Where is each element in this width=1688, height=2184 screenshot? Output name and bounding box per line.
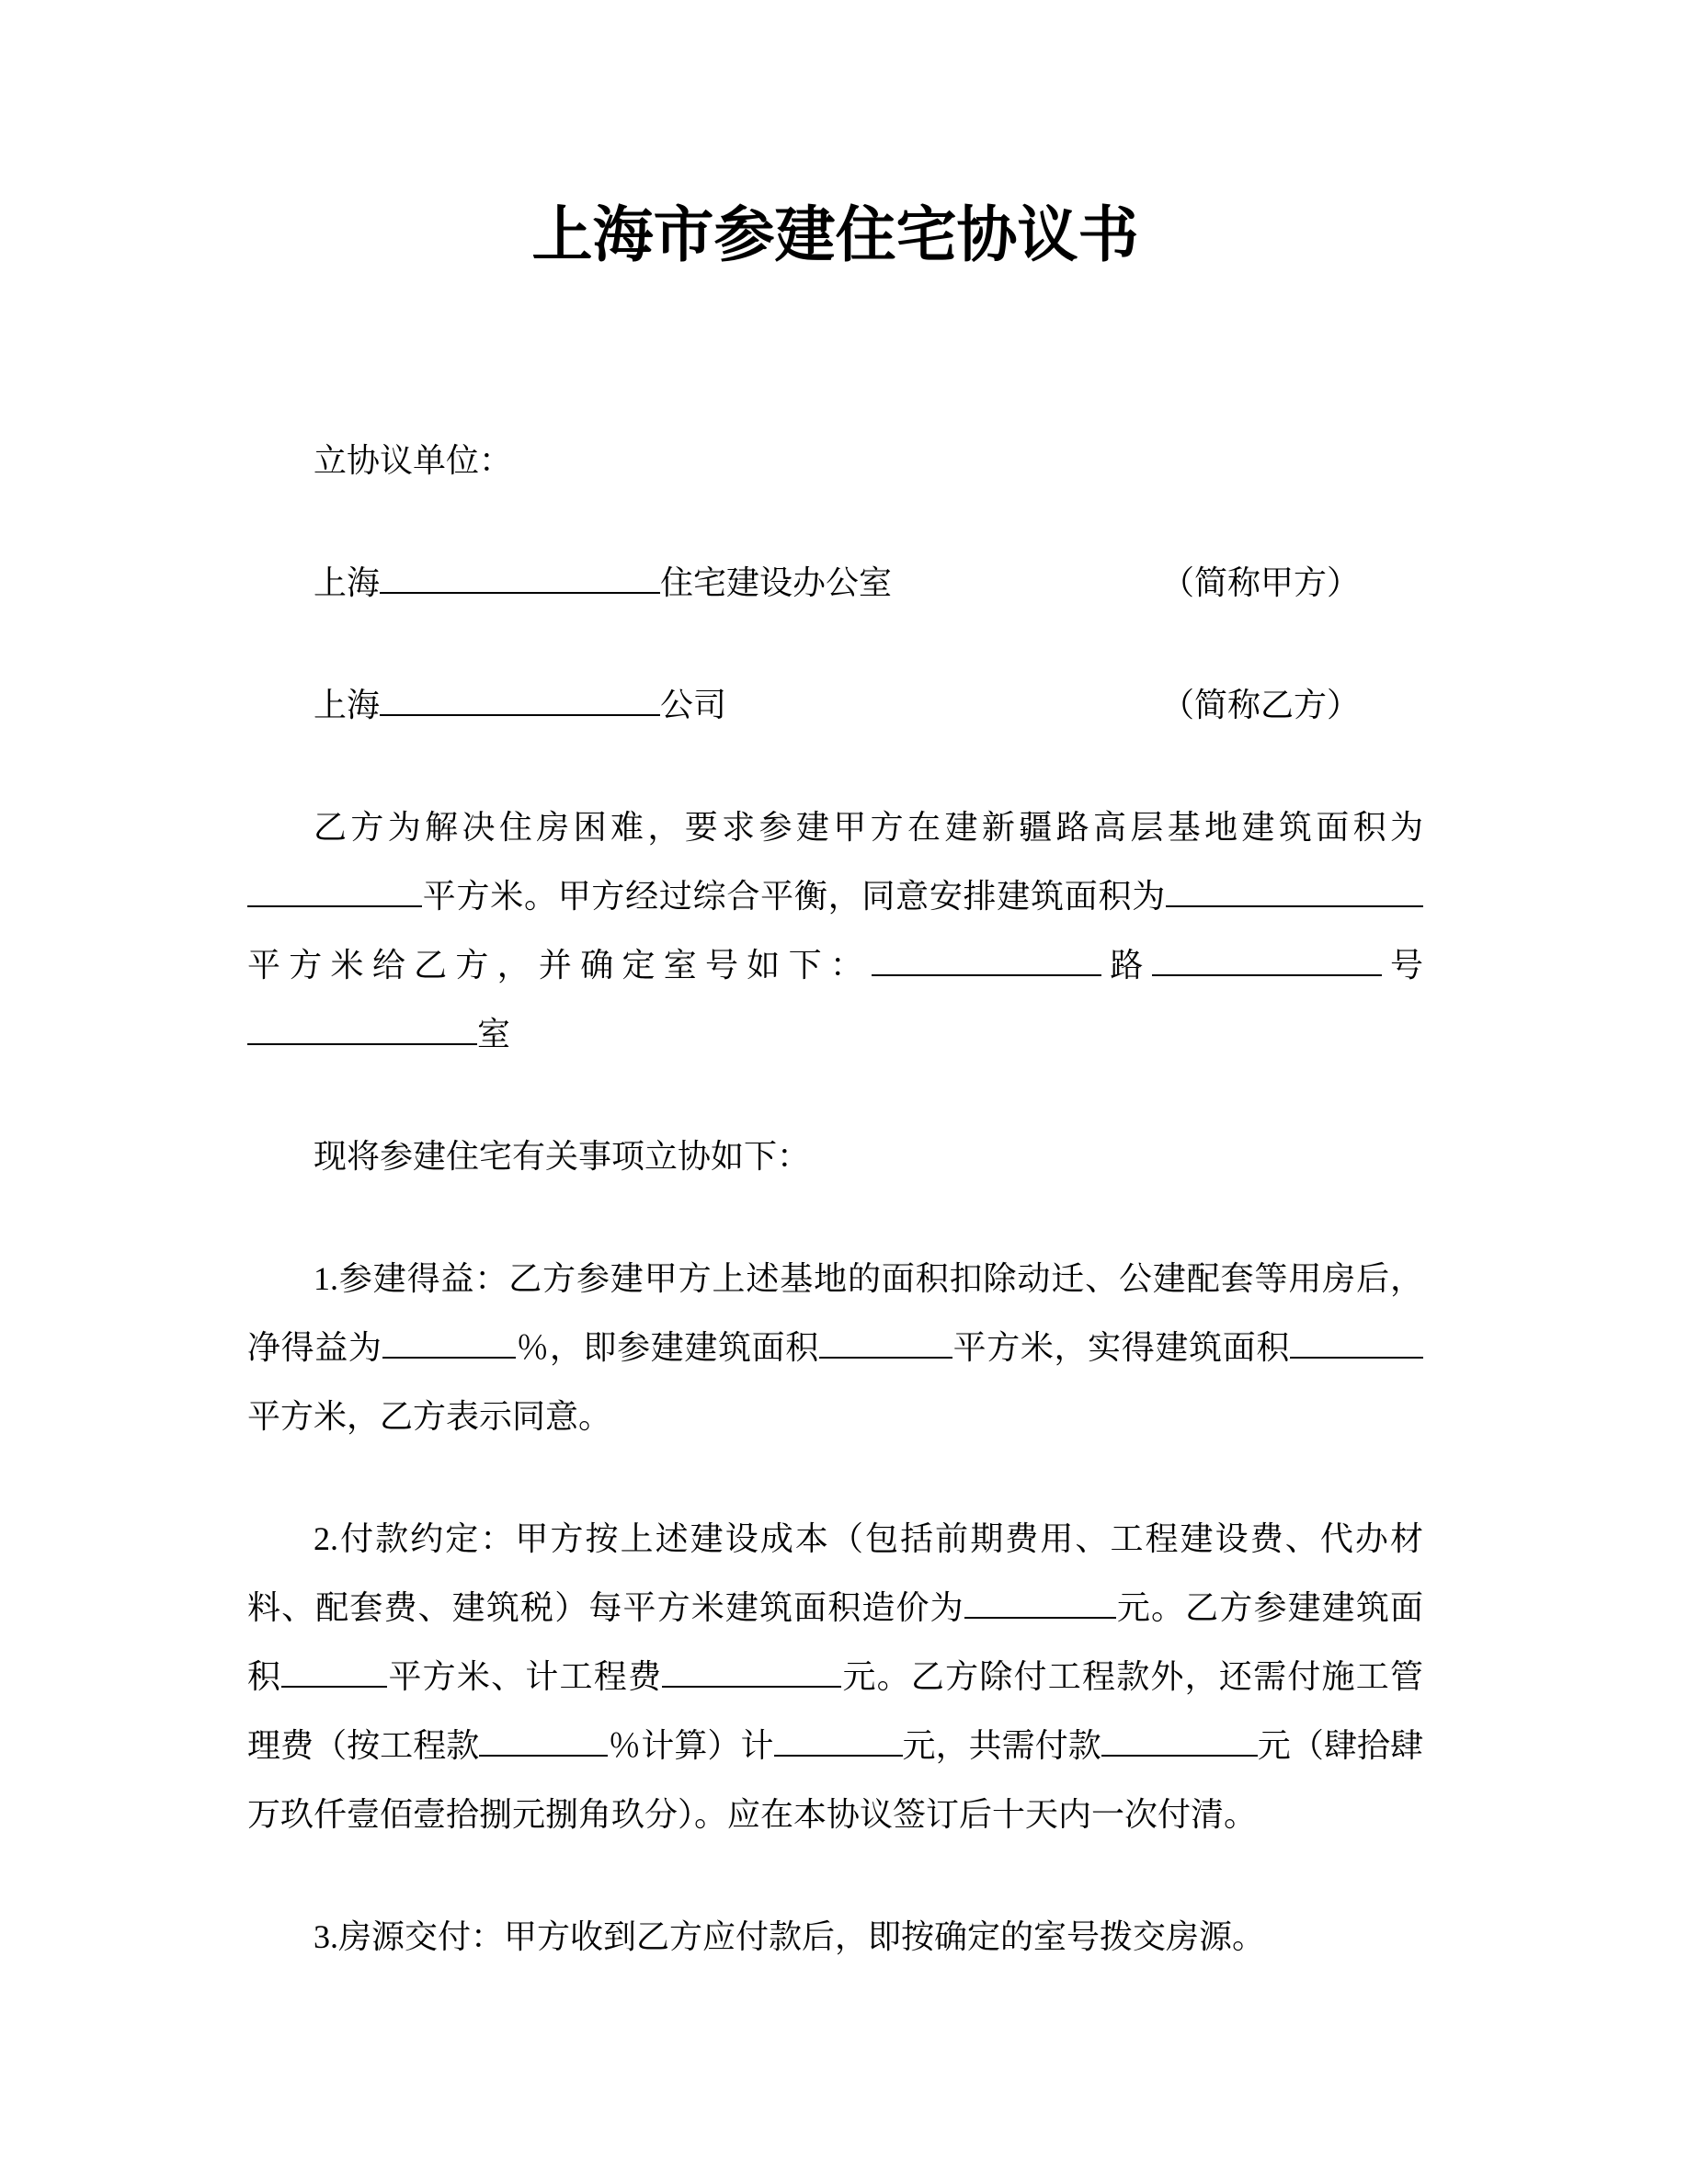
- party-a-city: 上海: [314, 564, 381, 601]
- request-text-1: 乙方为解决住房困难，要求参建甲方在建新疆路高层基地建筑面积为: [314, 809, 1423, 846]
- request-text-2: 平方米。甲方经过综合平衡，同意安排建筑面积为: [422, 878, 1166, 915]
- project-fee-blank: [662, 1657, 841, 1688]
- unit-price-blank: [964, 1588, 1116, 1619]
- party-b-text: [314, 671, 726, 740]
- gain-percent-blank: [382, 1328, 516, 1359]
- lead-in-paragraph: 现将参建住宅有关事项立协如下：: [314, 1138, 811, 1175]
- clause2-text-2: 元。乙方参建建筑面积: [247, 1589, 1423, 1695]
- arranged-area-blank: [1166, 877, 1423, 907]
- management-percent-blank: [479, 1726, 608, 1757]
- request-text-5: 号: [1381, 947, 1423, 984]
- participating-area-blank: [819, 1328, 952, 1359]
- party-b-alias: （简称乙方）: [1160, 687, 1360, 723]
- total-payment-blank: [1101, 1726, 1258, 1757]
- intro-label: 立协议单位：: [314, 442, 513, 479]
- party-b-row: [247, 671, 1423, 740]
- request-text-3: 平方米给乙方，并确定室号如下：: [247, 947, 873, 984]
- clause-1-paragraph: [247, 1245, 1423, 1451]
- clause-2-paragraph: [247, 1505, 1423, 1849]
- build-area-blank: [281, 1657, 387, 1688]
- party-b-city: 上海: [314, 687, 381, 723]
- document-title: 上海市参建住宅协议书: [531, 200, 1139, 268]
- clause-3-paragraph: 3.房源交付：甲方收到乙方应付款后，即按确定的室号拨交房源。: [314, 1918, 1266, 1955]
- road-name-blank: [872, 946, 1101, 976]
- party-a-text: [314, 549, 892, 618]
- clause2-text-7: 元（肆拾肆万玖仟壹佰壹拾捌元捌角玖分）。应在本协议签订后十天内一次付清。: [247, 1727, 1423, 1833]
- building-number-blank: [1152, 946, 1382, 976]
- party-a-org: 住宅建设办公室: [660, 564, 893, 601]
- request-text-4: 路: [1101, 947, 1152, 984]
- party-b-org: 公司: [660, 687, 727, 723]
- party-a-row: [247, 549, 1423, 618]
- request-paragraph: [247, 793, 1423, 1069]
- clause1-text-1: 1.参建得益：乙方参建甲方上述基地的面积扣除动迁、公建配套等用房后，净得益为: [247, 1260, 1423, 1366]
- request-text-6: 室: [477, 1016, 511, 1052]
- clause2-text-3: 平方米、计工程费: [387, 1658, 663, 1695]
- actual-area-blank: [1290, 1328, 1423, 1359]
- party-a-name-blank: [380, 563, 660, 594]
- clause2-text-5: ％计算）计: [608, 1727, 774, 1764]
- management-fee-blank: [774, 1726, 903, 1757]
- clause2-text-1: 2.付款约定：甲方按上述建设成本（包括前期费用、工程建设费、代办材料、配套费、建筑税）每平方米建筑面积造价为: [247, 1520, 1423, 1626]
- clause1-text-2: ％，即参建建筑面积: [515, 1329, 819, 1366]
- clause2-text-4: 元。乙方除付工程款外，还需付施工管理费（按工程款: [247, 1658, 1423, 1764]
- room-number-blank: [247, 1015, 477, 1045]
- total-area-blank: [247, 877, 422, 907]
- clause1-text-4: 平方米，乙方表示同意。: [247, 1398, 612, 1435]
- clause2-text-6: 元，共需付款: [902, 1727, 1101, 1764]
- party-a-alias: （简称甲方）: [1160, 564, 1360, 601]
- clause1-text-3: 平方米，实得建筑面积: [952, 1329, 1290, 1366]
- party-b-name-blank: [380, 686, 660, 716]
